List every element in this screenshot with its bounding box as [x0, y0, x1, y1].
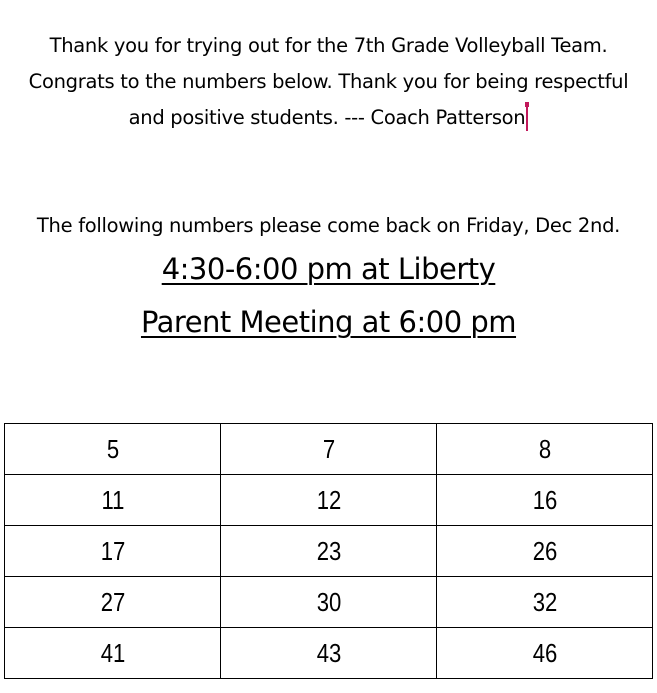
intro-paragraph [0, 28, 657, 136]
time-location-heading: 4:30-6:00 pm at Liberty [161, 252, 496, 286]
table-row [5, 424, 653, 475]
table-cell: 23 [237, 526, 421, 577]
table-cell: 30 [237, 577, 421, 628]
intro-line-2: Congrats to the numbers below. Thank you for being respectful [28, 70, 629, 93]
table-row [5, 577, 653, 628]
table-cell: 32 [453, 577, 637, 628]
table-row [5, 475, 653, 526]
text-cursor [526, 103, 528, 131]
intro-line-1: Thank you for trying out for the 7th Grade Volleyball Team. [49, 34, 608, 57]
table-cell: 26 [453, 526, 637, 577]
table-cell: 17 [21, 526, 205, 577]
table-cell: 16 [453, 475, 637, 526]
table-cell: 41 [21, 628, 205, 679]
following-numbers-notice: The following numbers please come back on Friday, Dec 2nd. [36, 214, 621, 237]
table-cell: 8 [453, 424, 637, 475]
table-row [5, 526, 653, 577]
table-cell: 7 [237, 424, 421, 475]
table-cell: 11 [21, 475, 205, 526]
table-cell: 27 [21, 577, 205, 628]
table-row [5, 628, 653, 679]
table-cell: 46 [453, 628, 637, 679]
table-cell: 5 [21, 424, 205, 475]
intro-line-3: and positive students. --- Coach Patterson [128, 106, 526, 129]
intro-line-3-wrapper [0, 100, 657, 136]
parent-meeting-heading: Parent Meeting at 6:00 pm [140, 305, 517, 339]
table-cell: 12 [237, 475, 421, 526]
numbers-table [4, 423, 653, 679]
table-cell: 43 [237, 628, 421, 679]
